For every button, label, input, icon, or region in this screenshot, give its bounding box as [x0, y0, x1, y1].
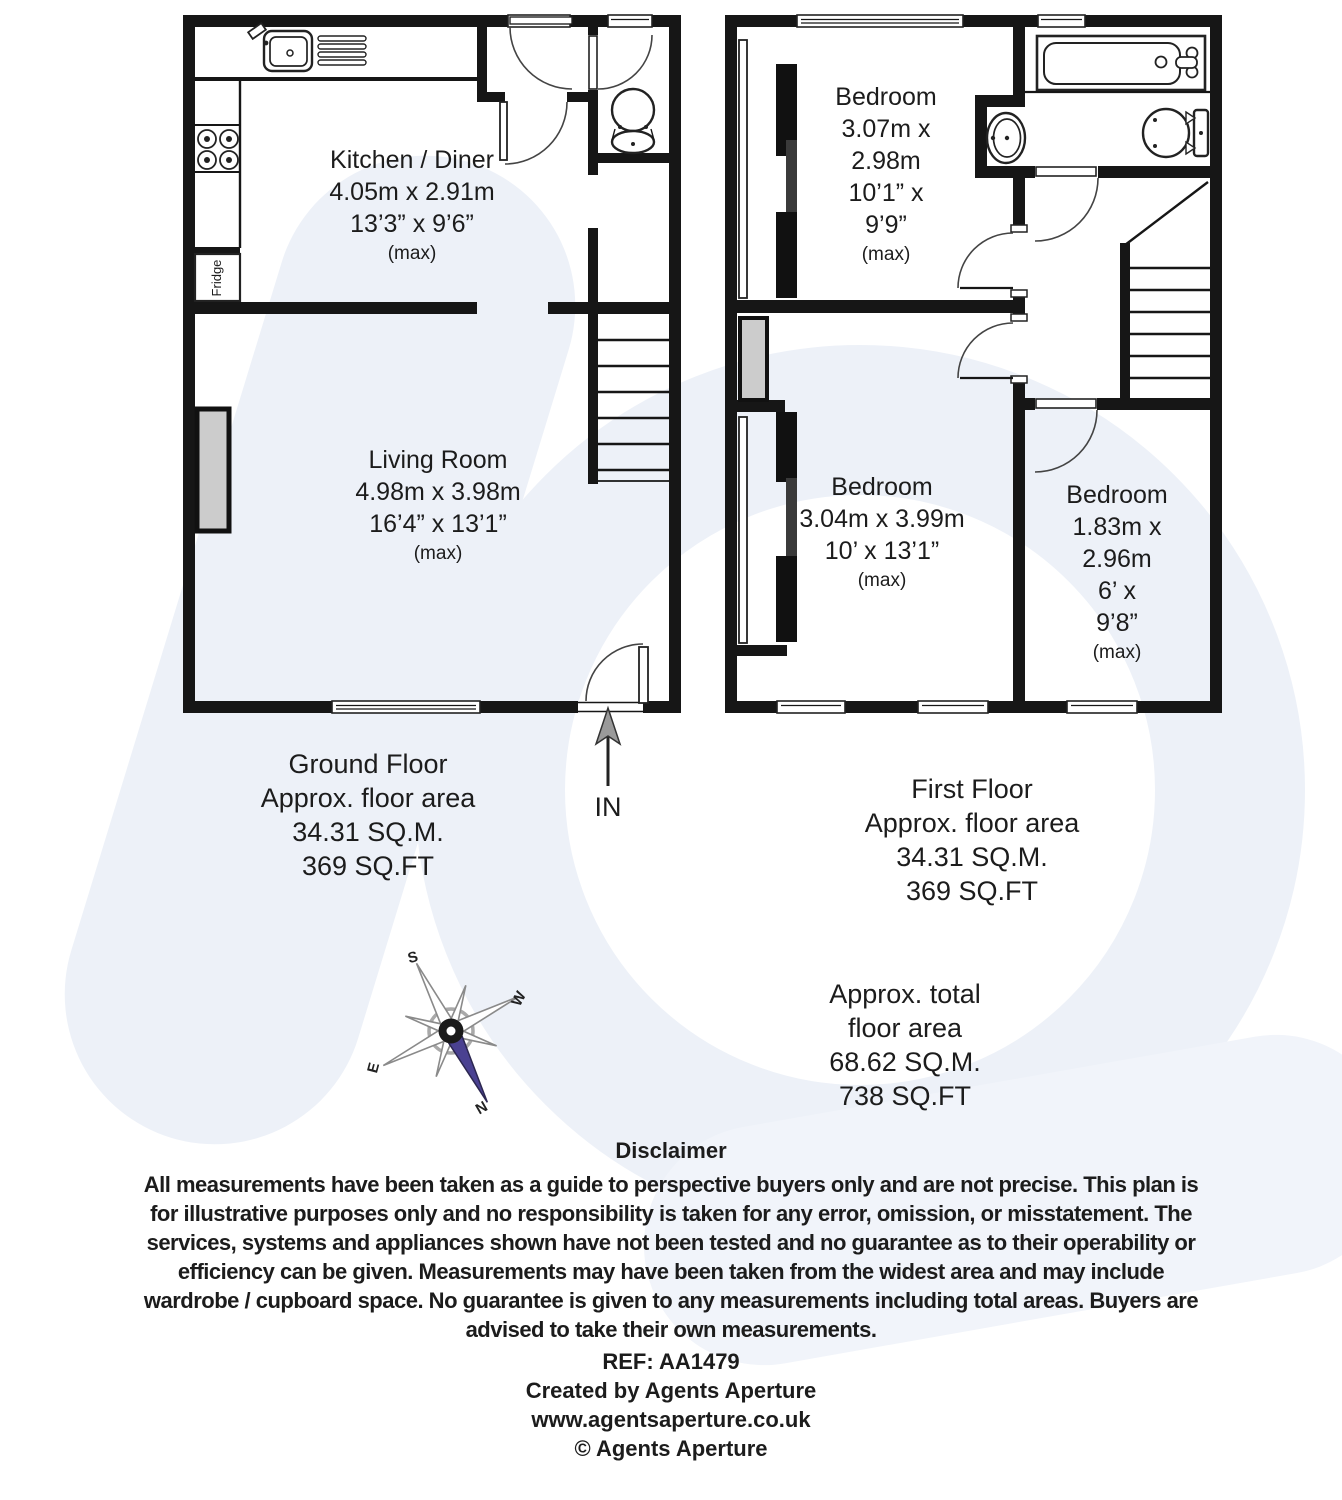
- entrance-in-label: IN: [594, 792, 622, 822]
- bathroom-door: [1035, 167, 1098, 241]
- bedroom3-imperial2: 9’8”: [1096, 609, 1138, 637]
- living-metric: 4.98m x 3.98m: [355, 478, 521, 506]
- ground-floor-sqft: 369 SQ.FT: [301, 851, 435, 881]
- kitchen-imperial: 13’3” x 9’6”: [350, 210, 474, 238]
- bedroom1-imperial1: 10’1” x: [848, 179, 924, 207]
- ground-floor-sqm: 34.31 SQ.M.: [292, 817, 444, 847]
- kitchen-name: Kitchen / Diner: [330, 146, 494, 174]
- total-area-sqm: 68.62 SQ.M.: [829, 1047, 981, 1077]
- ground-floor-title: Ground Floor: [288, 749, 448, 779]
- lobby-door: [500, 17, 572, 164]
- total-area-line2: floor area: [847, 1013, 963, 1043]
- bedroom2-metric: 3.04m x 3.99m: [799, 505, 965, 533]
- bedroom2-max: (max): [857, 570, 907, 591]
- total-area-label: [829, 979, 981, 1111]
- disclaimer-line: wardrobe / cupboard space. No guarantee is given to any measurements including total areas. Buyers are: [143, 1288, 1199, 1313]
- room-label-bedroom-1: [835, 83, 936, 265]
- kitchen-metric: 4.05m x 2.91m: [329, 178, 495, 206]
- bedroom2-name: Bedroom: [831, 473, 933, 501]
- stairs-first-floor: [1125, 182, 1210, 378]
- hob-icon: [198, 130, 238, 169]
- bedroom1-door: [958, 225, 1027, 297]
- bedroom3-metric2: 2.96m: [1082, 545, 1152, 573]
- sink-icon: [248, 23, 312, 71]
- toilet-icon: [612, 89, 654, 153]
- compass-e: E: [364, 1060, 384, 1075]
- chimney-breast: [740, 318, 767, 400]
- fridge: [195, 247, 240, 301]
- bath-icon: [1025, 36, 1210, 92]
- ref-label: REF: AA1479: [602, 1349, 740, 1374]
- total-area-line1: Approx. total: [829, 979, 981, 1009]
- bedroom1-max: (max): [861, 244, 911, 265]
- disclaimer-line: services, systems and appliances shown have not been tested and no guarantee as to their operability or: [146, 1230, 1196, 1255]
- living-imperial: 16’4” x 13’1”: [369, 510, 507, 538]
- fridge-label: Fridge: [209, 259, 224, 297]
- living-max: (max): [413, 543, 463, 564]
- bedroom3-metric1: 1.83m x: [1072, 513, 1162, 541]
- first-floor-sqm: 34.31 SQ.M.: [896, 842, 1048, 872]
- compass-s: S: [405, 948, 420, 968]
- disclaimer-title: Disclaimer: [615, 1138, 727, 1163]
- ground-floor-area-caption: Approx. floor area: [260, 783, 476, 813]
- total-area-sqft: 738 SQ.FT: [838, 1081, 972, 1111]
- bedroom1-metric1: 3.07m x: [841, 115, 931, 143]
- wc-door: [589, 35, 652, 89]
- bedroom1-imperial2: 9’9”: [865, 211, 907, 239]
- disclaimer-line: All measurements have been taken as a guide to perspective buyers only and are not precise. This plan is: [143, 1172, 1199, 1197]
- first-floor-area-caption: Approx. floor area: [864, 808, 1080, 838]
- disclaimer-line: efficiency can be given. Measurements may have been taken from the widest area and may include: [177, 1259, 1165, 1284]
- toilet-icon: [1143, 109, 1208, 157]
- website-label: www.agentsaperture.co.uk: [531, 1407, 811, 1432]
- wardrobe: [739, 40, 797, 298]
- first-floor-sqft: 369 SQ.FT: [905, 876, 1039, 906]
- copyright-label: © Agents Aperture: [574, 1436, 768, 1461]
- first-floor-title: First Floor: [911, 774, 1033, 804]
- bedroom3-name: Bedroom: [1066, 481, 1168, 509]
- in-arrow: [595, 708, 622, 822]
- basin-icon: [987, 113, 1025, 163]
- living-name: Living Room: [368, 446, 508, 474]
- bedroom3-max: (max): [1092, 642, 1142, 663]
- disclaimer-line: advised to take their own measurements.: [465, 1317, 877, 1342]
- compass-w: W: [508, 988, 530, 1010]
- kitchen-max: (max): [387, 243, 437, 264]
- disclaimer-line: for illustrative purposes only and no responsibility is taken for any error, omission, or misstatement. The: [150, 1201, 1192, 1226]
- compass-n: N: [472, 1098, 491, 1119]
- created-by-label: Created by Agents Aperture: [525, 1378, 817, 1403]
- bedroom3-imperial1: 6’ x: [1098, 577, 1136, 605]
- floor-area-label-first: [865, 774, 1081, 906]
- bedroom2-imperial: 10’ x 13’1”: [824, 537, 940, 565]
- bedroom1-metric2: 2.98m: [851, 147, 921, 175]
- bedroom1-name: Bedroom: [835, 83, 937, 111]
- fireplace: [197, 409, 229, 531]
- disclaimer: [143, 1138, 1199, 1461]
- drainer-icon: [318, 36, 366, 65]
